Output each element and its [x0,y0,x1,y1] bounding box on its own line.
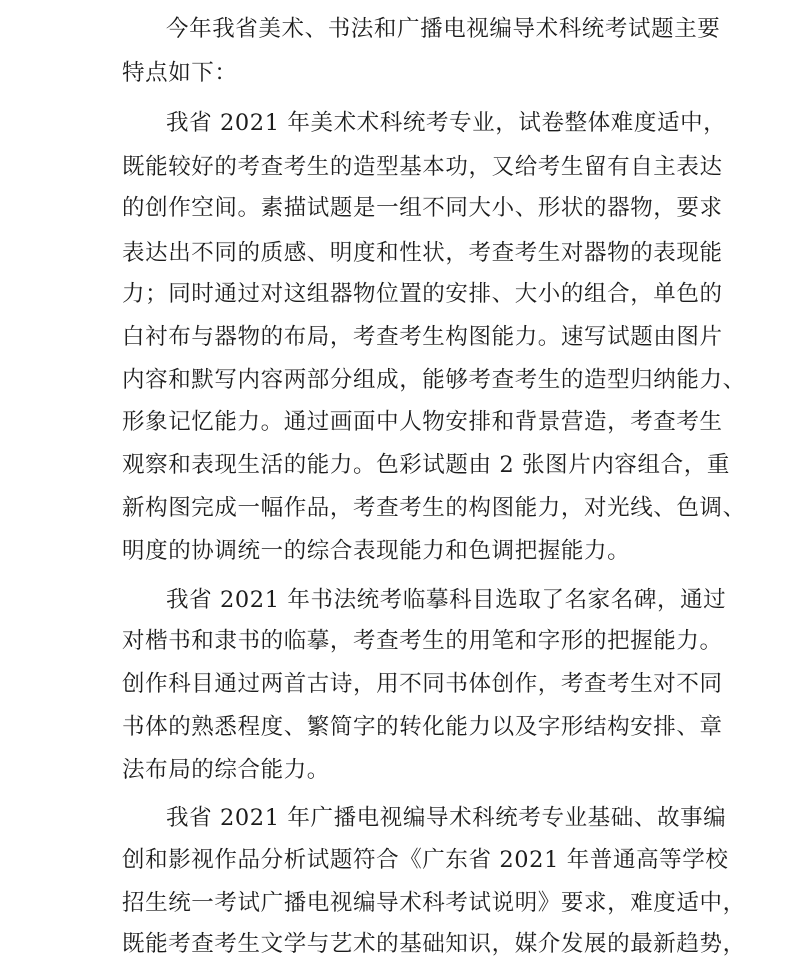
text-line: 既能考查考生文学与艺术的基础知识，媒介发展的最新趋势， [122,931,746,957]
text-line: 表达出不同的质感、明度和性状，考查考生对器物的表现能 [122,240,723,266]
text-line: 观察和表现生活的能力。色彩试题由 2 张图片内容组合，重 [122,452,730,478]
text-line: 的创作空间。素描试题是一组不同大小、形状的器物，要求 [122,195,723,221]
text-line: 既能较好的考查考生的造型基本功，又给考生留有自主表达 [122,154,723,180]
text-line: 创作科目通过两首古诗，用不同书体创作，考查考生对不同 [122,671,723,697]
text-line: 招生统一考试广播电视编导术科考试说明》要求，难度适中， [122,890,746,916]
text-line: 白衬布与器物的布局，考查考生构图能力。速写试题由图片 [122,324,723,350]
text-line: 创和影视作品分析试题符合《广东省 2021 年普通高等学校 [122,847,729,873]
text-line: 我省 2021 年广播电视编导术科统考专业基础、故事编 [166,805,727,831]
text-line: 对楷书和隶书的临摹，考查考生的用笔和字形的把握能力。 [122,628,723,654]
text-line: 力；同时通过对这组器物位置的安排、大小的组合，单色的 [122,281,723,307]
text-line: 法布局的综合能力。 [122,757,330,783]
text-line: 新构图完成一幅作品，考查考生的构图能力，对光线、色调、 [122,495,746,521]
text-line: 今年我省美术、书法和广播电视编导术科统考试题主要 [166,16,721,42]
text-line: 内容和默写内容两部分组成，能够考查考生的造型归纳能力、 [122,367,746,393]
text-line: 形象记忆能力。通过画面中人物安排和背景营造，考查考生 [122,409,723,435]
text-line: 书体的熟悉程度、繁简字的转化能力以及字形结构安排、章 [122,714,723,740]
text-line: 特点如下： [122,60,238,86]
text-line: 我省 2021 年美术术科统考专业，试卷整体难度适中， [166,110,727,136]
text-line: 明度的协调统一的综合表现能力和色调把握能力。 [122,538,631,564]
text-line: 我省 2021 年书法统考临摹科目选取了名家名碑，通过 [166,587,727,613]
